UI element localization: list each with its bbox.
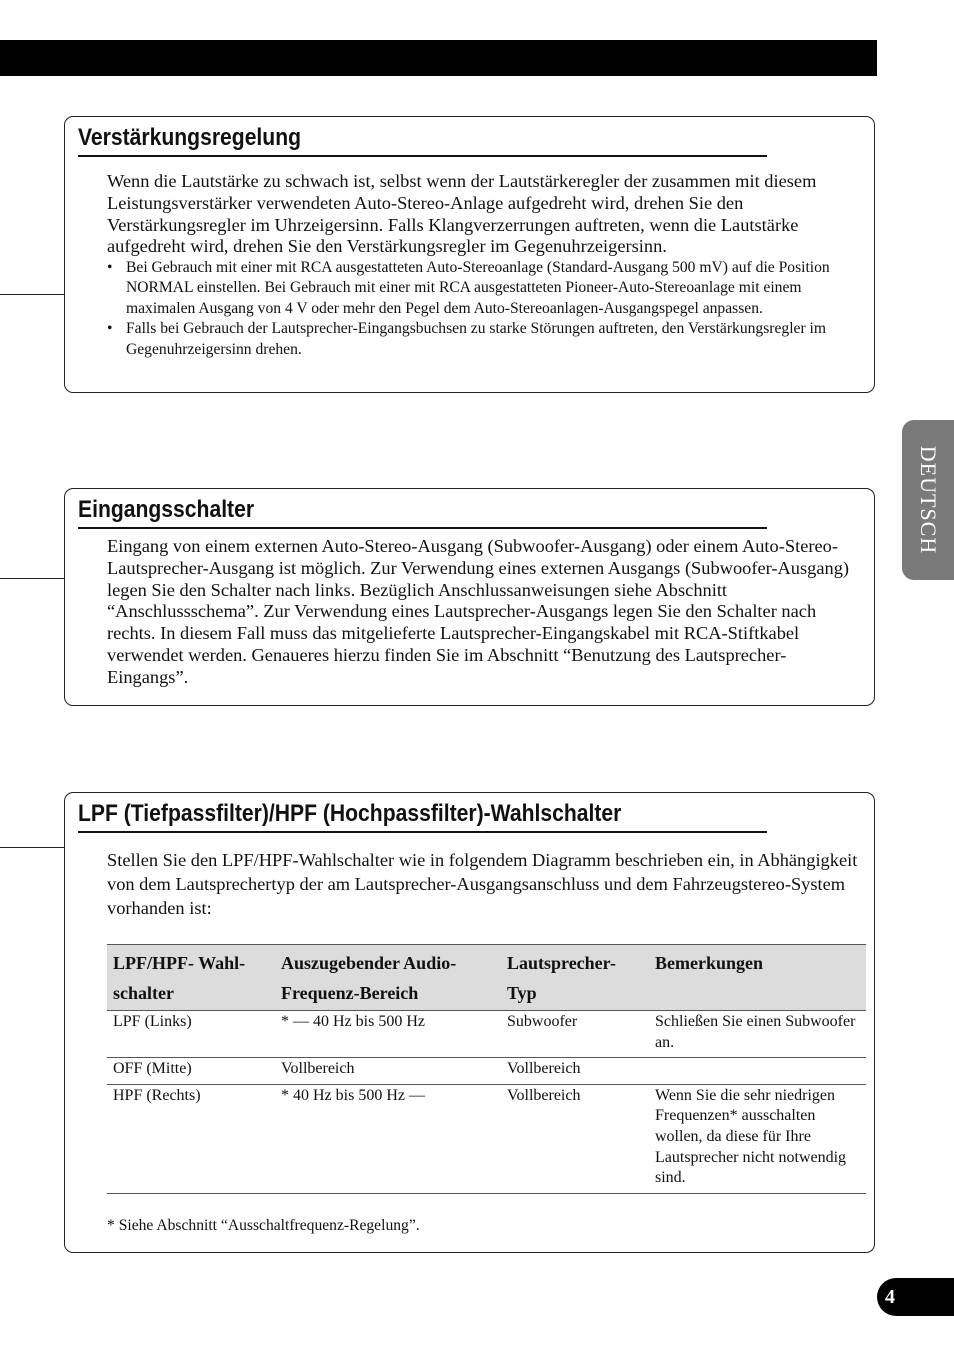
table-cell: Schließen Sie einen Subwoofer an. — [649, 1011, 866, 1058]
section-lpf-hpf-wahlschalter — [64, 792, 875, 1253]
table-row — [107, 1084, 866, 1193]
section-leader-line — [0, 578, 64, 579]
table-cell: OFF (Mitte) — [107, 1058, 275, 1085]
language-tab-label: DEUTSCH — [916, 445, 941, 555]
table-header-cell: Lautsprecher-Typ — [501, 945, 649, 1011]
table-cell: HPF (Rechts) — [107, 1084, 275, 1193]
footnote: * Siehe Abschnitt “Ausschaltfrequenz-Regelung”. — [107, 1217, 420, 1234]
section-paragraph: Eingang von einem externen Auto-Stereo-Ausgang (Subwoofer-Ausgang) oder einem Auto-Stereo-Lautsprecher-Ausgang ist möglich. Zur Verwendung eines externen Ausgangs (Subwoofer-Ausgang) legen Sie den Schalter nach links. Bezüglich Anschlussanweisungen siehe Abschnitt “Anschlussschema”. Zur Verwendung eines Lautsprecher-Ausgangs legen Sie den Schalter nach rechts. In diesem Fall muss das mitgelieferte Lautsprecher-Eingangskabel mit RCA-Stiftkabel verwendet werden. Genaueres hierzu finden Sie im Abschnitt “Benutzung des Lautsprecher-Eingangs”. — [107, 536, 850, 687]
table-cell: Wenn Sie die sehr niedrigen Frequenzen* ausschalten wollen, da diese für Ihre Lautsprecher nicht notwendig sind. — [649, 1084, 866, 1193]
page-number-tab — [877, 1278, 954, 1316]
table-cell — [649, 1058, 866, 1085]
table-header-cell: LPF/HPF- Wahl-schalter — [107, 945, 275, 1011]
table-header-row — [107, 945, 866, 1011]
section-title: Verstärkungsregelung — [78, 121, 767, 157]
table-cell: * — 40 Hz bis 500 Hz — [275, 1011, 501, 1058]
section-paragraph: Wenn die Lautstärke zu schwach ist, selbst wenn der Lautstärkeregler der zusammen mit diesem Leistungsverstärker verwendeten Auto-Stereo-Anlage aufgedreht wird, drehen Sie den Verstärkungsregler im Uhrzeigersinn. Falls Klangverzerrungen auftreten, wenn die Lautstärke aufgedreht wird, drehen Sie den Verstärkungsregler im Gegenuhrzeigersinn. — [107, 171, 817, 257]
table-row — [107, 1011, 866, 1058]
table-cell: LPF (Links) — [107, 1011, 275, 1058]
table-cell: Vollbereich — [275, 1058, 501, 1085]
page-number: 4 — [885, 1286, 895, 1308]
section-title: Eingangsschalter — [78, 493, 767, 529]
section-eingangsschalter — [64, 488, 875, 706]
table-cell: Vollbereich — [501, 1084, 649, 1193]
section-leader-line — [0, 294, 64, 295]
section-verstaerkungsregelung — [64, 116, 875, 393]
language-tab — [902, 420, 954, 580]
section-paragraph: Stellen Sie den LPF/HPF-Wahlschalter wie in folgendem Diagramm beschrieben ein, in Abhängigkeit von dem Lautsprechertyp der am Lautsprecher-Ausgangsanschluss und dem Fahrzeugstereo-System vorhanden ist: — [107, 850, 858, 918]
bullet-item: • Bei Gebrauch mit einer mit RCA ausgestatteten Auto-Stereoanlage (Standard-Ausgang 500 mV) auf die Position NORMAL einstellen. Bei Gebrauch mit einer mit RCA ausgestatteten Pioneer-Auto-Stereoanlage mit einem maximalen Ausgang von 4 V oder mehr den Pegel dem Auto-Stereoanlagen-Ausgangspegel anpassen. — [107, 259, 830, 317]
section-leader-line — [0, 847, 64, 848]
table-cell: * 40 Hz bis 500 Hz — — [275, 1084, 501, 1193]
header-bar — [0, 40, 877, 76]
table-header-cell: Auszugebender Audio-Frequenz-Bereich — [275, 945, 501, 1011]
lpf-hpf-table — [107, 944, 866, 1194]
bullet-list — [107, 258, 864, 360]
section-title: LPF (Tiefpassfilter)/HPF (Hochpassfilter)-Wahlschalter — [78, 797, 767, 833]
table-cell: Subwoofer — [501, 1011, 649, 1058]
table-header-cell: Bemerkungen — [649, 945, 866, 1011]
bullet-item: • Falls bei Gebrauch der Lautsprecher-Eingangsbuchsen zu starke Störungen auftreten, den Verstärkungsregler im Gegenuhrzeigersinn drehen. — [107, 320, 827, 358]
table-row — [107, 1058, 866, 1085]
table-cell: Vollbereich — [501, 1058, 649, 1085]
